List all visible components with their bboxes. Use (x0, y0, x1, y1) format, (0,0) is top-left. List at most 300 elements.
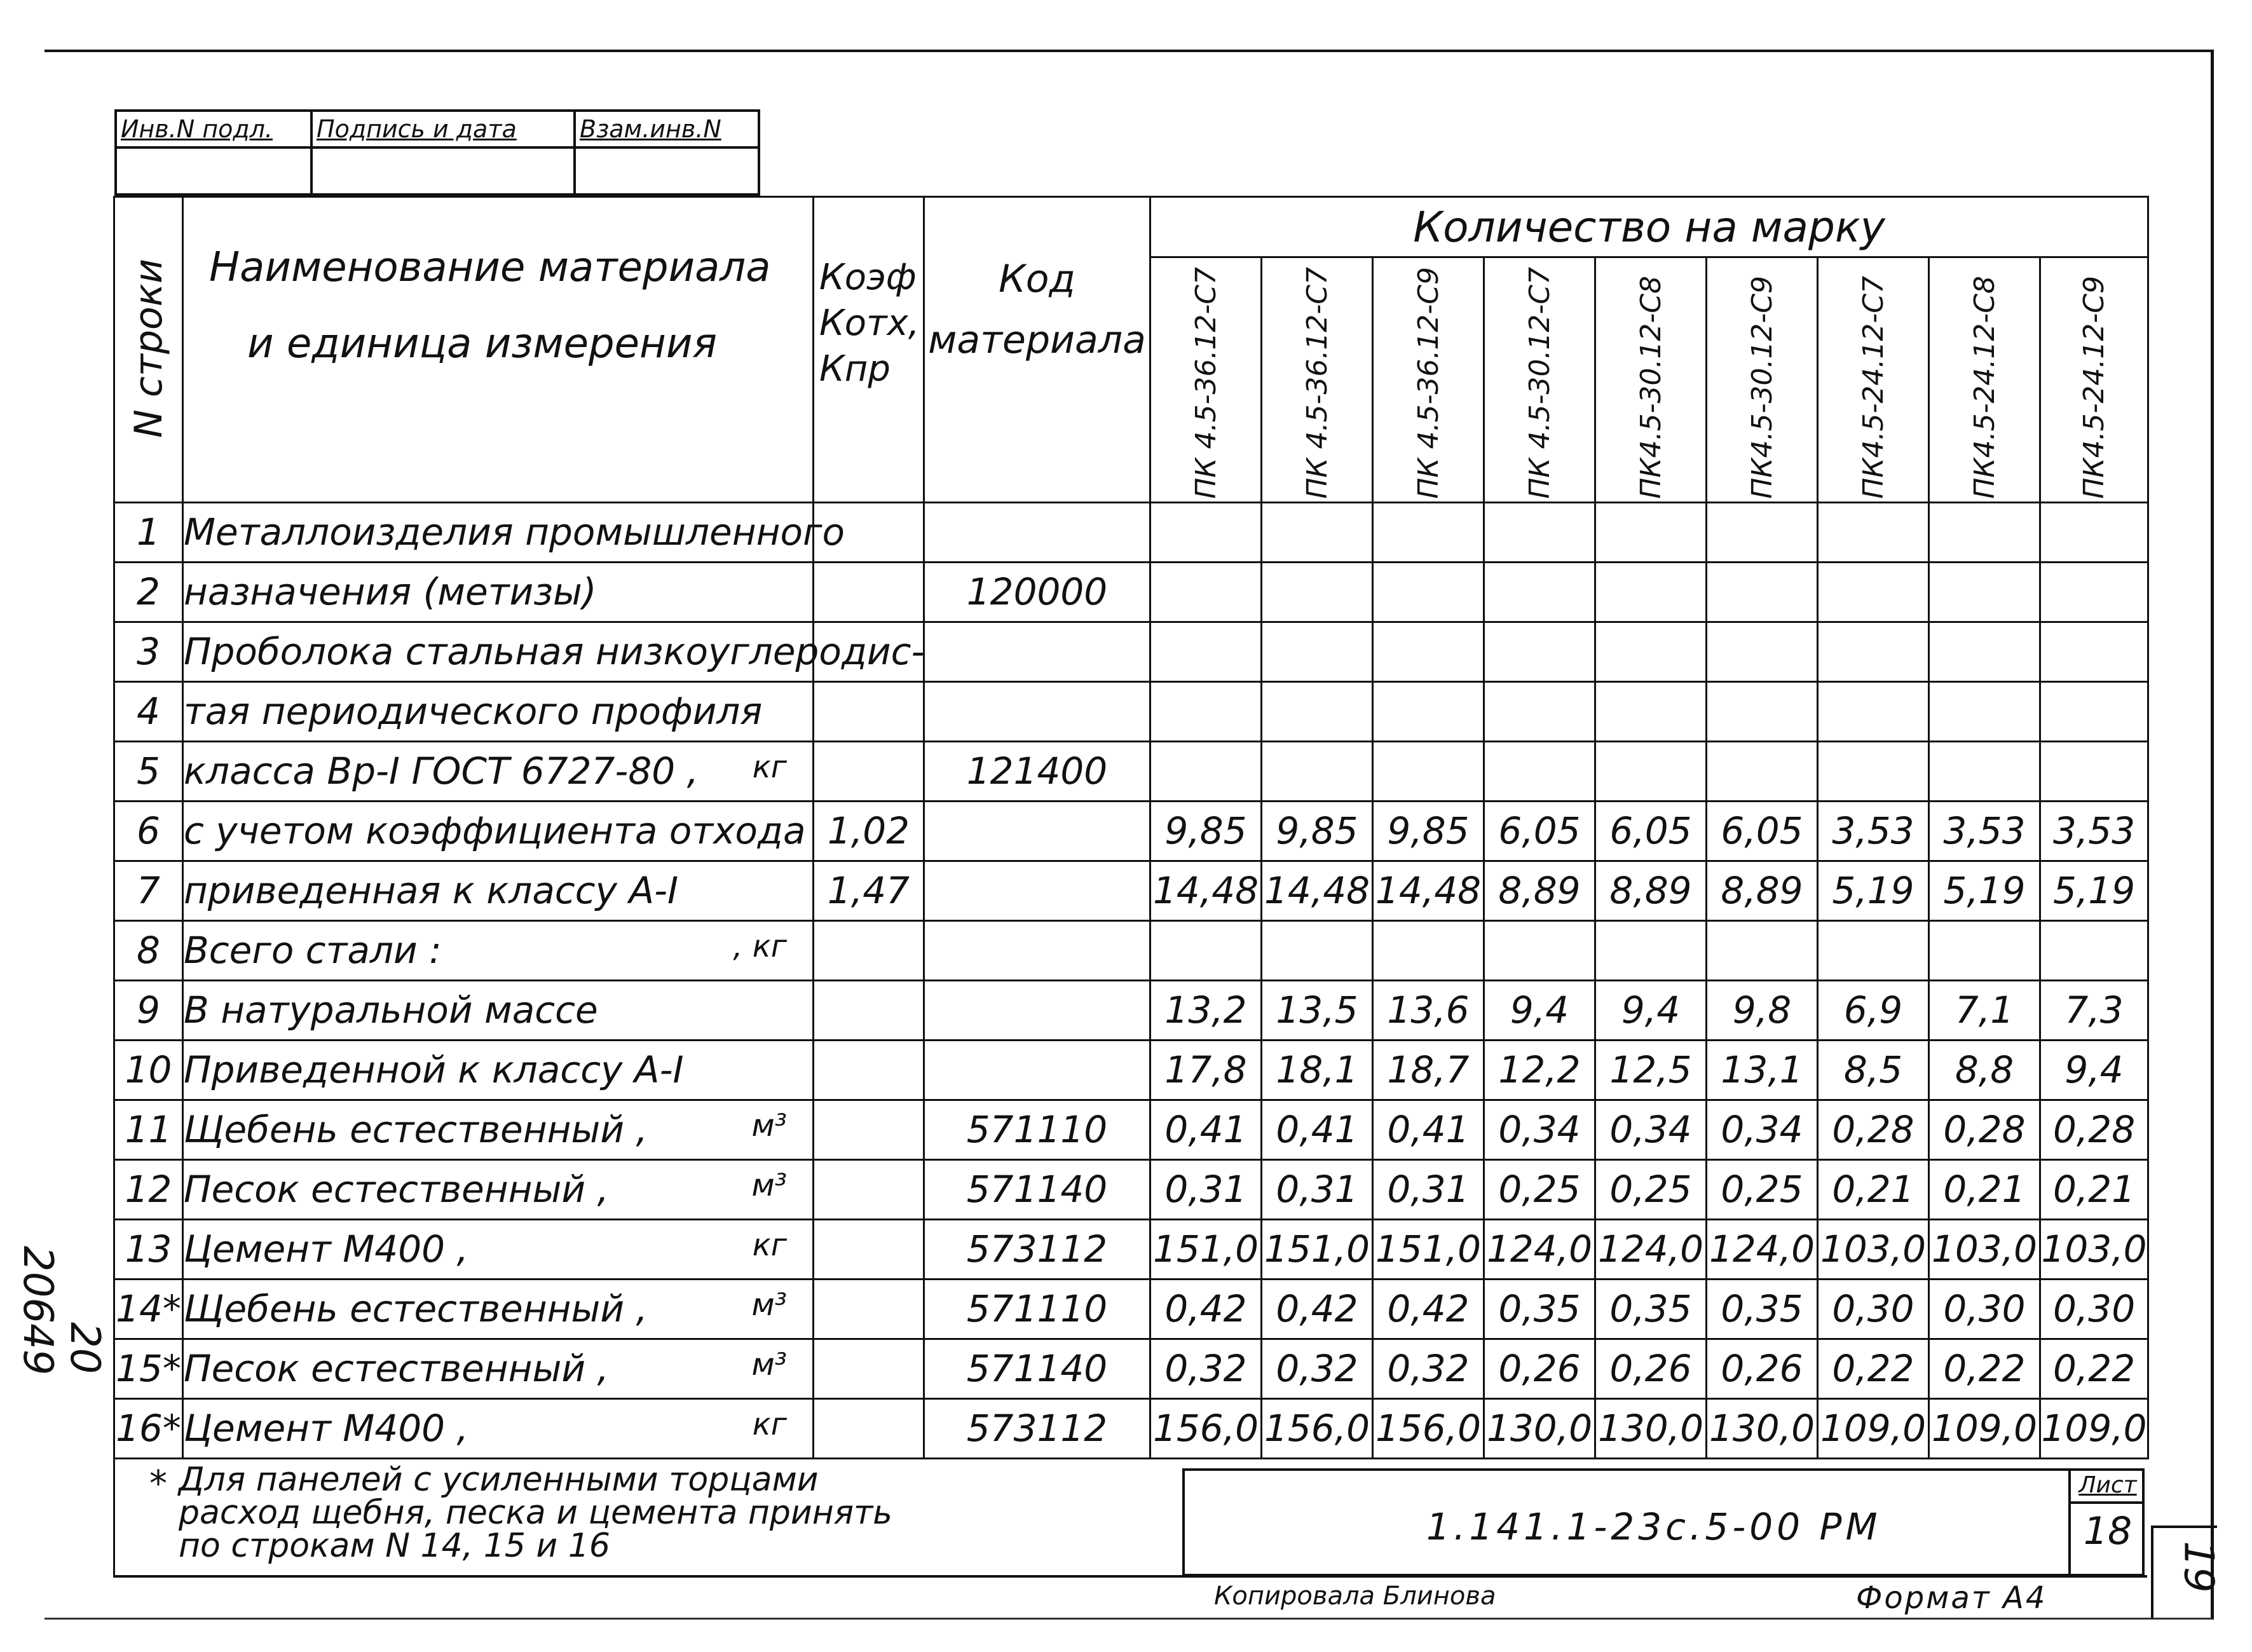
quantity-value (1929, 920, 2040, 980)
header-coef-line2: Котх, (819, 303, 920, 344)
header-coef-line3: Кпр (819, 348, 891, 390)
quantity-value (1262, 502, 1373, 562)
material-unit: м³ (751, 1347, 787, 1383)
quantity-value (1818, 562, 1929, 622)
table-row (114, 1339, 2148, 1398)
row-number: 4 (114, 681, 183, 741)
quantity-value: 3,53 (2040, 801, 2148, 861)
coefficient (814, 741, 924, 801)
material-name: с учетом коэффициента отхода (184, 809, 806, 853)
material-name: Щебень естественный , (184, 1108, 648, 1152)
quantity-value: 0,42 (1373, 1279, 1484, 1339)
quantity-value (1484, 502, 1595, 562)
quantity-value: 13,6 (1373, 980, 1484, 1040)
sheet-number: 18 (2083, 1509, 2133, 1553)
quantity-value (1707, 681, 1818, 741)
quantity-value (1707, 920, 1818, 980)
quantity-value (1150, 622, 1262, 681)
coefficient (814, 1219, 924, 1279)
quantity-value: 0,30 (2040, 1279, 2148, 1339)
quantity-value: 130,0 (1707, 1398, 1818, 1458)
quantity-value: 3,53 (1929, 801, 2040, 861)
quantity-value: 14,48 (1150, 861, 1262, 920)
table-row (114, 741, 2148, 801)
header-mark (1373, 257, 1484, 503)
quantity-value: 6,05 (1595, 801, 1707, 861)
quantity-value (1818, 920, 1929, 980)
header-material-name (183, 197, 814, 503)
quantity-value (1373, 622, 1484, 681)
quantity-value (1595, 562, 1707, 622)
material-name: Песок естественный , (184, 1347, 609, 1391)
quantity-value: 0,35 (1484, 1279, 1595, 1339)
material-name-cell (183, 1279, 814, 1339)
quantity-value: 0,22 (1818, 1339, 1929, 1398)
quantity-value: 151,0 (1373, 1219, 1484, 1279)
row-number: 3 (114, 622, 183, 681)
quantity-value: 0,21 (2040, 1159, 2148, 1219)
row-number: 11 (114, 1100, 183, 1159)
quantity-value (1373, 741, 1484, 801)
row-number: 9 (114, 980, 183, 1040)
table-row (114, 801, 2148, 861)
material-name: Металлоизделия промышленного (184, 510, 845, 554)
material-name-cell (183, 861, 814, 920)
quantity-value: 8,5 (1818, 1040, 1929, 1100)
quantity-value: 18,7 (1373, 1040, 1484, 1100)
quantity-value (1929, 502, 2040, 562)
quantity-value (1373, 502, 1484, 562)
material-code (924, 622, 1150, 681)
table-row (114, 1279, 2148, 1339)
quantity-value: 18,1 (1262, 1040, 1373, 1100)
quantity-value: 151,0 (1262, 1219, 1373, 1279)
material-name-cell (183, 1100, 814, 1159)
quantity-value: 156,0 (1373, 1398, 1484, 1458)
quantity-value: 9,4 (1595, 980, 1707, 1040)
coefficient (814, 1279, 924, 1339)
title-bottom-line (113, 1575, 2147, 1578)
quantity-value: 109,0 (1818, 1398, 1929, 1458)
mark-label: ПК 4.5-36.12-С7 (1300, 267, 1334, 499)
material-code: 571110 (924, 1100, 1150, 1159)
row-number: 1 (114, 502, 183, 562)
quantity-value: 13,5 (1262, 980, 1373, 1040)
coefficient (814, 1159, 924, 1219)
row-number: 10 (114, 1040, 183, 1100)
mark-label: ПК 4.5-36.12-С9 (1412, 267, 1445, 499)
side-page-number: 19 (2174, 1541, 2222, 1593)
material-name-cell (183, 741, 814, 801)
footnote-line2: расход щебня, песка и цемента принять (179, 1494, 892, 1532)
material-code (924, 980, 1150, 1040)
frame-bottom-line (44, 1618, 2212, 1620)
stamp-inv-label: Инв.N подл. (117, 112, 313, 146)
material-name: Песок естественный , (184, 1168, 609, 1212)
quantity-value: 0,31 (1373, 1159, 1484, 1219)
material-unit: м³ (751, 1287, 787, 1323)
material-name-cell (183, 1339, 814, 1398)
quantity-value (2040, 562, 2148, 622)
material-unit: м³ (751, 1168, 787, 1204)
quantity-value: 103,0 (2040, 1219, 2148, 1279)
quantity-value (2040, 920, 2148, 980)
stamp-box (114, 109, 760, 196)
header-quantity-per-mark: Количество на марку (1150, 197, 2148, 257)
header-coef-line1: Коэф (819, 257, 917, 298)
material-code: 121400 (924, 741, 1150, 801)
quantity-value: 0,26 (1484, 1339, 1595, 1398)
quantity-value: 0,21 (1818, 1159, 1929, 1219)
material-code: 571110 (924, 1279, 1150, 1339)
quantity-value (1373, 920, 1484, 980)
mark-label: ПК4.5-30.12-С8 (1634, 275, 1667, 499)
coefficient (814, 1040, 924, 1100)
material-name: Цемент М400 , (184, 1407, 468, 1451)
quantity-value: 12,2 (1484, 1040, 1595, 1100)
header-row-top (114, 197, 2148, 257)
quantity-value (1929, 681, 2040, 741)
row-number: 13 (114, 1219, 183, 1279)
footnote (113, 1459, 1181, 1575)
material-name-cell (183, 681, 814, 741)
material-code: 573112 (924, 1398, 1150, 1458)
material-name-cell (183, 1040, 814, 1100)
quantity-value: 0,28 (2040, 1100, 2148, 1159)
quantity-value: 0,32 (1150, 1339, 1262, 1398)
footnote-star: * (149, 1463, 167, 1505)
header-mark (1595, 257, 1707, 503)
table-row (114, 1040, 2148, 1100)
material-name-cell (183, 1159, 814, 1219)
header-material-name-line2: и единица измерения (247, 320, 717, 367)
quantity-value (1262, 622, 1373, 681)
row-number: 2 (114, 562, 183, 622)
material-unit: кг (752, 1407, 787, 1443)
quantity-value (1262, 920, 1373, 980)
quantity-value: 13,1 (1707, 1040, 1818, 1100)
quantity-value (2040, 681, 2148, 741)
quantity-value: 0,35 (1595, 1279, 1707, 1339)
header-mark (1818, 257, 1929, 503)
row-number: 15* (114, 1339, 183, 1398)
header-mark (1150, 257, 1262, 503)
row-number: 14* (114, 1279, 183, 1339)
material-name-cell (183, 980, 814, 1040)
mark-label: ПК4.5-24.12-С9 (2078, 275, 2111, 499)
quantity-value: 0,41 (1262, 1100, 1373, 1159)
material-name: Проболока стальная низкоуглеродис- (184, 630, 925, 674)
quantity-value: 0,25 (1484, 1159, 1595, 1219)
quantity-value: 7,3 (2040, 980, 2148, 1040)
quantity-value: 0,30 (1818, 1279, 1929, 1339)
quantity-value: 6,05 (1707, 801, 1818, 861)
table-row (114, 502, 2148, 562)
quantity-value (1150, 562, 1262, 622)
quantity-value: 0,30 (1929, 1279, 2040, 1339)
quantity-value: 0,25 (1595, 1159, 1707, 1219)
quantity-value (1707, 622, 1818, 681)
quantity-value: 6,05 (1484, 801, 1595, 861)
table-row (114, 1219, 2148, 1279)
quantity-value: 0,21 (1929, 1159, 2040, 1219)
table-row (114, 980, 2148, 1040)
table-row (114, 681, 2148, 741)
quantity-value: 9,4 (2040, 1040, 2148, 1100)
row-number: 16* (114, 1398, 183, 1458)
header-mark (1707, 257, 1818, 503)
row-number: 6 (114, 801, 183, 861)
mark-label: ПК4.5-24.12-С8 (1968, 275, 2001, 499)
coefficient (814, 920, 924, 980)
table-body (114, 502, 2148, 1458)
header-material-name-line1: Наименование материала (209, 244, 771, 291)
sheet-column (2068, 1471, 2145, 1574)
material-name: тая периодического профиля (184, 690, 763, 734)
quantity-value: 151,0 (1150, 1219, 1262, 1279)
material-code (924, 502, 1150, 562)
coefficient (814, 1339, 924, 1398)
quantity-value (1929, 562, 2040, 622)
coefficient (814, 681, 924, 741)
quantity-value: 0,41 (1150, 1100, 1262, 1159)
stamp-inv-cell (117, 146, 313, 196)
quantity-value: 156,0 (1150, 1398, 1262, 1458)
quantity-value (2040, 622, 2148, 681)
sheet-label: Лист (2071, 1471, 2145, 1504)
quantity-value (1818, 622, 1929, 681)
material-code (924, 681, 1150, 741)
quantity-value: 5,19 (1818, 861, 1929, 920)
quantity-value: 0,42 (1150, 1279, 1262, 1339)
quantity-value: 9,85 (1262, 801, 1373, 861)
material-name-cell (183, 1398, 814, 1458)
material-code (924, 801, 1150, 861)
table-row (114, 622, 2148, 681)
quantity-value: 12,5 (1595, 1040, 1707, 1100)
quantity-value: 8,89 (1484, 861, 1595, 920)
quantity-value: 9,85 (1373, 801, 1484, 861)
material-unit: , кг (733, 929, 787, 965)
quantity-value (2040, 502, 2148, 562)
header-material-code (924, 197, 1150, 503)
quantity-value: 0,42 (1262, 1279, 1373, 1339)
header-mark (1929, 257, 2040, 503)
quantity-value (1929, 622, 2040, 681)
quantity-value (1150, 920, 1262, 980)
material-name-cell (183, 801, 814, 861)
quantity-value: 3,53 (1818, 801, 1929, 861)
quantity-value: 0,34 (1595, 1100, 1707, 1159)
quantity-value: 0,35 (1707, 1279, 1818, 1339)
quantity-value (1262, 562, 1373, 622)
mark-label: ПК4.5-24.12-С7 (1857, 275, 1890, 499)
quantity-value: 0,34 (1484, 1100, 1595, 1159)
quantity-value (1150, 741, 1262, 801)
quantity-value: 7,1 (1929, 980, 2040, 1040)
quantity-value: 0,26 (1707, 1339, 1818, 1398)
material-name: приведенная к классу А-I (184, 869, 679, 913)
table-row (114, 1159, 2148, 1219)
quantity-value (1707, 562, 1818, 622)
material-name: В натуральной массе (184, 988, 598, 1032)
frame-top-line (44, 50, 2212, 52)
quantity-value (1262, 741, 1373, 801)
quantity-value (1484, 741, 1595, 801)
header-mark (1484, 257, 1595, 503)
footnote-text (179, 1461, 892, 1565)
quantity-value: 109,0 (1929, 1398, 2040, 1458)
quantity-value: 13,2 (1150, 980, 1262, 1040)
quantity-value (1595, 681, 1707, 741)
quantity-value (1150, 502, 1262, 562)
stamp-sign-cell (313, 146, 576, 196)
stamp-sign-label: Подпись и дата (313, 112, 576, 146)
material-name: назначения (метизы) (184, 570, 597, 614)
table-row (114, 920, 2148, 980)
table-row (114, 861, 2148, 920)
quantity-value: 0,22 (1929, 1339, 2040, 1398)
mark-label: ПК4.5-30.12-С9 (1745, 275, 1778, 499)
copied-by: Копировала Блинова (1214, 1581, 1496, 1611)
quantity-value (1818, 502, 1929, 562)
quantity-value (1707, 741, 1818, 801)
table-row (114, 1398, 2148, 1458)
material-name: класса Вр-I ГОСТ 6727-80 , (184, 749, 699, 793)
quantity-value: 5,19 (1929, 861, 2040, 920)
material-name: Всего стали : (184, 929, 442, 973)
quantity-value (2040, 741, 2148, 801)
side-page-box (2151, 1526, 2222, 1618)
coefficient (814, 1398, 924, 1458)
paper-format: Формат А4 (1856, 1580, 2047, 1616)
quantity-value: 9,8 (1707, 980, 1818, 1040)
quantity-value: 8,89 (1707, 861, 1818, 920)
quantity-value: 103,0 (1929, 1219, 2040, 1279)
coefficient (814, 1100, 924, 1159)
mark-label: ПК 4.5-30.12-С7 (1523, 267, 1556, 499)
row-number: 8 (114, 920, 183, 980)
quantity-value (1707, 502, 1818, 562)
quantity-value: 0,22 (2040, 1339, 2148, 1398)
quantity-value (1373, 562, 1484, 622)
quantity-value: 0,32 (1262, 1339, 1373, 1398)
header-coefficient (814, 197, 924, 503)
quantity-value (1929, 741, 2040, 801)
header-row-number-label: N строки (126, 258, 171, 438)
quantity-value: 14,48 (1373, 861, 1484, 920)
quantity-value: 0,41 (1373, 1100, 1484, 1159)
quantity-value: 0,25 (1707, 1159, 1818, 1219)
quantity-value (1595, 920, 1707, 980)
quantity-value (1484, 622, 1595, 681)
quantity-value: 0,31 (1150, 1159, 1262, 1219)
quantity-value (1595, 502, 1707, 562)
header-mark (1262, 257, 1373, 503)
material-unit: м³ (751, 1108, 787, 1144)
header-code-line2: материала (928, 318, 1146, 362)
quantity-value: 0,28 (1929, 1100, 2040, 1159)
coefficient (814, 562, 924, 622)
stamp-replace-label: Взам.инв.N (580, 115, 721, 143)
quantity-value (1595, 741, 1707, 801)
quantity-value: 8,8 (1929, 1040, 2040, 1100)
quantity-value (1818, 741, 1929, 801)
quantity-value: 130,0 (1484, 1398, 1595, 1458)
quantity-value (1484, 681, 1595, 741)
quantity-value: 109,0 (2040, 1398, 2148, 1458)
quantity-value: 5,19 (2040, 861, 2148, 920)
quantity-value: 0,34 (1707, 1100, 1818, 1159)
material-unit: кг (752, 1227, 787, 1264)
material-name-cell (183, 920, 814, 980)
quantity-value: 130,0 (1595, 1398, 1707, 1458)
quantity-value: 103,0 (1818, 1219, 1929, 1279)
row-number: 7 (114, 861, 183, 920)
row-number: 12 (114, 1159, 183, 1219)
coefficient (814, 980, 924, 1040)
quantity-value: 8,89 (1595, 861, 1707, 920)
quantity-value: 9,4 (1484, 980, 1595, 1040)
quantity-value (1262, 681, 1373, 741)
stamp-header-row (117, 112, 758, 149)
quantity-value: 9,85 (1150, 801, 1262, 861)
quantity-value (1373, 681, 1484, 741)
header-row-number (114, 197, 183, 503)
quantity-value (1595, 622, 1707, 681)
quantity-value: 0,32 (1373, 1339, 1484, 1398)
material-name: Цемент М400 , (184, 1227, 468, 1271)
quantity-value (1484, 562, 1595, 622)
table-row (114, 1100, 2148, 1159)
margin-number-2: 20 (61, 1322, 108, 1374)
quantity-value (1818, 681, 1929, 741)
quantity-value: 0,28 (1818, 1100, 1929, 1159)
header-code-line1: Код (999, 257, 1075, 301)
materials-table (113, 196, 2149, 1459)
material-code (924, 1040, 1150, 1100)
material-code: 571140 (924, 1339, 1150, 1398)
material-name-cell (183, 622, 925, 681)
coefficient: 1,47 (814, 861, 924, 920)
material-name: Щебень естественный , (184, 1287, 648, 1331)
quantity-value: 0,26 (1595, 1339, 1707, 1398)
material-name-cell (183, 1219, 814, 1279)
quantity-value: 17,8 (1150, 1040, 1262, 1100)
quantity-value: 14,48 (1262, 861, 1373, 920)
material-code: 120000 (924, 562, 1150, 622)
quantity-value: 0,31 (1262, 1159, 1373, 1219)
material-code: 573112 (924, 1219, 1150, 1279)
header-mark (2040, 257, 2148, 503)
material-name-cell (183, 562, 814, 622)
material-code (924, 920, 1150, 980)
coefficient: 1,02 (814, 801, 924, 861)
quantity-value: 124,0 (1707, 1219, 1818, 1279)
material-name-cell (183, 502, 845, 562)
quantity-value: 156,0 (1262, 1398, 1373, 1458)
material-code (924, 861, 1150, 920)
quantity-value: 124,0 (1595, 1219, 1707, 1279)
mark-label: ПК 4.5-36.12-С7 (1189, 267, 1222, 499)
frame-right-line (2211, 50, 2214, 1620)
quantity-value: 6,9 (1818, 980, 1929, 1040)
material-code: 571140 (924, 1159, 1150, 1219)
footnote-line1: Для панелей с усиленными торцами (179, 1461, 819, 1499)
quantity-value (1150, 681, 1262, 741)
footnote-line3: по строкам N 14, 15 и 16 (179, 1527, 610, 1565)
material-unit: кг (752, 749, 787, 786)
